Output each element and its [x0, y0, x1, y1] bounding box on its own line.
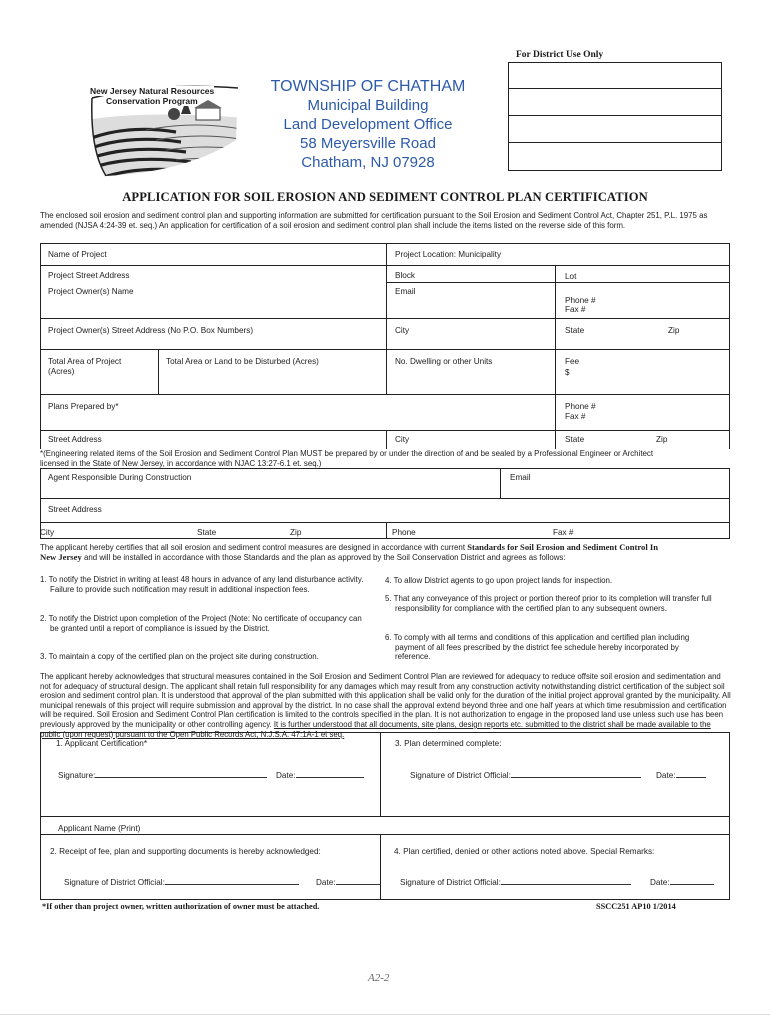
- logo-text-line2: Conservation Program: [106, 96, 198, 106]
- owner-address-field[interactable]: Project Owner(s) Street Address (No P.O. Box Numbers): [48, 326, 254, 335]
- total-area-unit: (Acres): [48, 367, 75, 376]
- form-code: SSCC251 AP10 1/2014: [596, 902, 676, 911]
- condition-item-1: 1. To notify the District in writing at least 48 hours in advance of any land disturbance activity. Failure to provide such notification may result in additional inspection fees.: [40, 575, 364, 594]
- page-number: A2-2: [368, 972, 390, 984]
- agent-field[interactable]: Agent Responsible During Construction: [48, 473, 192, 482]
- state-field[interactable]: State: [565, 326, 585, 335]
- fee-dollar-symbol: $: [565, 368, 570, 377]
- project-name-field[interactable]: Name of Project: [48, 250, 107, 259]
- township-name: TOWNSHIP OF CHATHAM: [270, 78, 466, 95]
- phone-field[interactable]: Phone #: [565, 296, 596, 305]
- certify-text: The applicant hereby certifies that all soil erosion and sediment control measures are designed in accordance with current Standards for Soil Erosion and Sediment Control In New Jersey and will be installed in accordance with those Standards and the plan as approved by the Soil Conservation District and agrees as follows:: [40, 543, 740, 562]
- official-signature-field-3[interactable]: Signature of District Official:: [400, 876, 631, 888]
- lot-field[interactable]: Lot: [565, 272, 577, 281]
- project-location-field[interactable]: Project Location: Municipality: [395, 250, 502, 259]
- condition-item-4: 4. To allow District agents to go upon project lands for inspection.: [385, 576, 613, 585]
- owner-name-field[interactable]: Project Owner(s) Name: [48, 287, 134, 296]
- total-area-label[interactable]: Total Area of Project: [48, 357, 122, 366]
- agent-phone-field[interactable]: Phone: [392, 528, 416, 537]
- prepared-by-field[interactable]: Plans Prepared by*: [48, 402, 119, 411]
- township-city: Chatham, NJ 07928: [301, 154, 435, 171]
- condition-item-3: 3. To maintain a copy of the certified plan on the project site during construction.: [40, 652, 319, 661]
- plan-complete-label: 3. Plan determined complete:: [395, 739, 502, 748]
- preparer-zip-field[interactable]: Zip: [656, 435, 668, 444]
- applicant-certification-label: 1. Applicant Certification*: [56, 739, 148, 748]
- official-date-field-3[interactable]: Date:: [650, 876, 714, 888]
- district-use-field[interactable]: [508, 88, 722, 116]
- applicant-name-field[interactable]: Applicant Name (Print): [58, 824, 141, 833]
- district-use-field[interactable]: [508, 115, 722, 143]
- district-use-field[interactable]: [508, 62, 722, 89]
- official-signature-field-2[interactable]: Signature of District Official:: [64, 876, 299, 888]
- block-field[interactable]: Block: [395, 271, 416, 280]
- fax-field[interactable]: Fax #: [565, 305, 586, 314]
- disturbed-area-field[interactable]: Total Area or Land to be Disturbed (Acres): [166, 357, 319, 366]
- condition-item-2: 2. To notify the District upon completion of the Project (Note: No certificate of occupancy can be granted until a report of compliance is issued by the District.: [40, 614, 362, 633]
- township-building: Municipal Building: [307, 97, 429, 114]
- project-street-field[interactable]: Project Street Address: [48, 271, 130, 280]
- intro-text: The enclosed soil erosion and sediment control plan and supporting information are submitted for certification pursuant to the Soil Erosion and Sediment Control Act, Chapter 251, P.L. 1975 as amended (NJSA 4:24-39 et. seq.) An application for certification of a soil erosion and sediment control plan shall include the items listed on the reverse side of this form.: [40, 211, 708, 230]
- logo-text-line1: New Jersey Natural Resources: [90, 86, 215, 96]
- plan-certified-label: 4. Plan certified, denied or other actions noted above. Special Remarks:: [394, 847, 655, 856]
- agent-street-field[interactable]: Street Address: [48, 505, 102, 514]
- official-signature-field-1[interactable]: Signature of District Official:: [410, 769, 641, 781]
- acknowledgement-text: The applicant hereby acknowledges that structural measures contained in the Soil Erosion and Sediment Control Plan are reviewed for adequacy to reduce offsite soil erosion and sedimentation and not for adequacy of structural design. The applicant shall retain full responsibility for any damages which may result from any construction activity notwithstanding district certification of the subject soil erosion and sediment control plan. It is understood that approval of the plan submitted with this application shall be valid only for the duration of the initial project approval granted by the municipality. All municipal renewals of this project will require submission and approval by the district. In no case shall the approval extend beyond three and one half years at which time resubmission and certification will be required. Soil Erosion and Sediment Control Plan certification is limited to the controls specified in the plan. It is not authorization to engage in the proposed land use unless such use has been previously approved by the municipality or other controlling agency. It is further understood that all documents, site plans, design reports etc. submitted to the district shall be made available to the public (upon request) pursuant to the Open Public Records Act, N.J.S.A. 47:1A-1 et seq.: [40, 672, 731, 739]
- preparer-street-field[interactable]: Street Address: [48, 435, 102, 444]
- official-date-field-1[interactable]: Date:: [656, 769, 706, 781]
- dwelling-units-field[interactable]: No. Dwelling or other Units: [395, 357, 493, 366]
- agent-email-field[interactable]: Email: [510, 473, 531, 482]
- fee-field[interactable]: Fee: [565, 357, 580, 366]
- township-street: 58 Meyersville Road: [300, 135, 436, 152]
- receipt-label: 2. Receipt of fee, plan and supporting documents is hereby acknowledged:: [50, 847, 321, 856]
- applicant-date-field[interactable]: Date:: [276, 769, 364, 781]
- condition-item-6: 6. To comply with all terms and conditions of this application and certified plan including payment of all fees prescribed by the district fee schedule hereby incorporated by reference.: [385, 633, 690, 662]
- owner-authorization-note: *If other than project owner, written authorization of owner must be attached.: [42, 902, 320, 911]
- preparer-fax-field[interactable]: Fax #: [565, 412, 586, 421]
- form-title: APPLICATION FOR SOIL EROSION AND SEDIMENT CONTROL PLAN CERTIFICATION: [122, 190, 648, 204]
- engineering-note: *(Engineering related items of the Soil Erosion and Sediment Control Plan MUST be prepared by or under the direction of and be sealed by a Professional Engineer or Architect licensed in the State of New Jersey, in accordance with NJAC 13:27-6.1 et. seq.): [40, 449, 740, 468]
- condition-item-5: 5. That any conveyance of this project or portion thereof prior to its completion will transfer full responsibility for compliance with the certified plan to any subsequent owners.: [385, 594, 712, 613]
- email-field[interactable]: Email: [395, 287, 416, 296]
- agent-zip-field[interactable]: Zip: [290, 528, 302, 537]
- applicant-signature-field[interactable]: Signature:: [58, 769, 267, 781]
- agent-state-field[interactable]: State: [197, 528, 217, 537]
- preparer-state-field[interactable]: State: [565, 435, 585, 444]
- district-use-field[interactable]: [508, 142, 722, 171]
- preparer-city-field[interactable]: City: [395, 435, 410, 444]
- zip-field[interactable]: Zip: [668, 326, 680, 335]
- city-field[interactable]: City: [395, 326, 410, 335]
- agent-fax-field[interactable]: Fax #: [553, 528, 574, 537]
- official-date-field-2[interactable]: Date:: [316, 876, 380, 888]
- township-office: Land Development Office: [283, 116, 453, 133]
- agent-city-field[interactable]: City: [40, 528, 55, 537]
- preparer-phone-field[interactable]: Phone #: [565, 402, 596, 411]
- district-use-label: For District Use Only: [516, 50, 604, 60]
